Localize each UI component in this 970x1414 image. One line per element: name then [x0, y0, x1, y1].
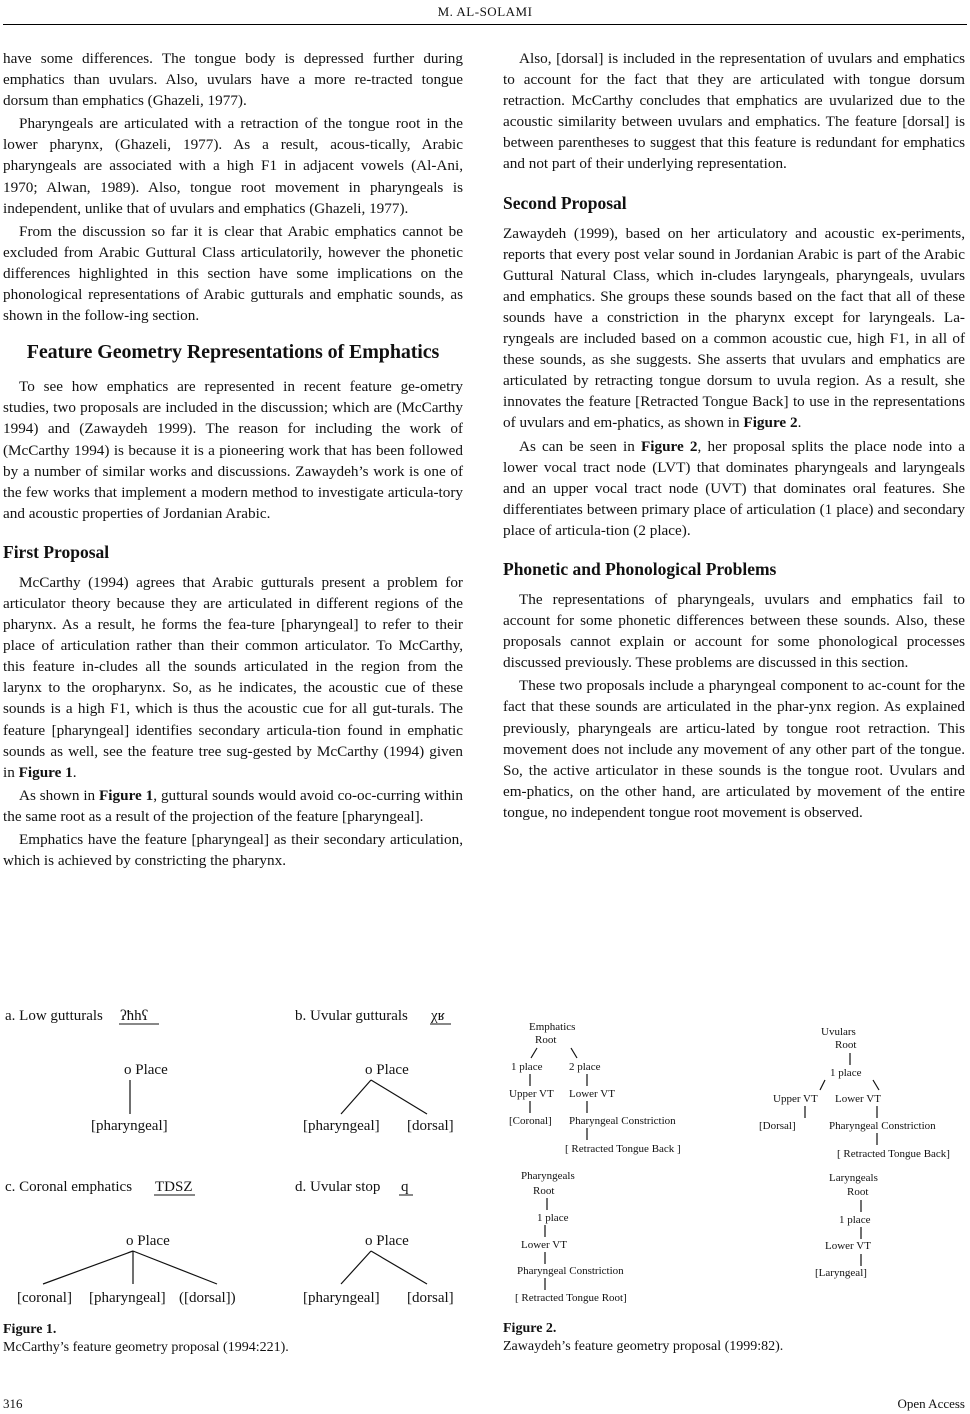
- fig2-uvulars-pc: Pharyngeal Constriction: [829, 1120, 936, 1132]
- fig2-laryngeals-root: Root: [847, 1186, 869, 1198]
- fig1-c-segments: TDSZ: [155, 1179, 193, 1195]
- fig2-emphatics-1place: 1 place: [511, 1061, 543, 1073]
- section-title: Feature Geometry Representations of Emphatics: [26, 341, 440, 364]
- paragraph: Emphatics have the feature [pharyngeal] as their secondary articulation, which is achieved by constricting the pharynx.: [3, 831, 463, 870]
- paragraph: As shown in Figure 1, guttural sounds would avoid co-oc-curring within the same root as a result of the projection of the feature [pharyngeal].: [3, 786, 463, 825]
- fig2-uvulars-dorsal: [Dorsal]: [759, 1120, 796, 1132]
- fig1-d-place: o Place: [365, 1233, 409, 1249]
- fig2-emphatics-lvt: Lower VT: [569, 1088, 615, 1100]
- paragraph: Zawaydeh (1999), based on her articulatory and acoustic ex-periments, reports that every post velar sound in Jordanian Arabic is part of the Arabic Guttural Natural Class, which in-cludes laryngeals, pharyngeals, uvulars and emphatics. She groups these sounds based on the fact that all of these sounds have a constriction in the pharynx except for laryngeals. La-ryngeals are included based on a common acoustic cue, high F1, in all of these sounds, as she suggests. She asserts that uvulars and emphatics are articulated by retracting tongue dorsum to uvula region. As a result, she innovates the feature [Retracted Tongue Back] to use in the representations of uvulars and em-phatics, as shown in Figure 2.: [503, 224, 965, 432]
- fig1-c-label: c. Coronal emphatics: [5, 1179, 133, 1195]
- fig1-c-pharyngeal: [pharyngeal]: [89, 1290, 166, 1306]
- fig2-uvulars-rtb: [ Retracted Tongue Back]: [837, 1148, 950, 1160]
- figure-1-trees: [3, 1000, 463, 1312]
- fig2-pharyngeals-title: Pharyngeals: [521, 1170, 575, 1182]
- paragraph: From the discussion so far it is clear that Arabic emphatics cannot be excluded from Arabic Guttural Class articulatorily, however the phonetic differences highlighted in this section have some implications on the phonological representations of Arabic gutturals and emphatic sounds, as shown in the follow-ing section.: [3, 222, 463, 325]
- fig2-emphatics-pc: Pharyngeal Constriction: [569, 1115, 676, 1127]
- paragraph: These two proposals include a pharyngeal component to ac-count for the fact that these sounds are articulated in the phar-ynx region. As explained previously, pharyngeals are articu-lated by tongue root retraction. This movement does not include any movement of any other part of the tongue. So, the active articulator in these sounds is the tongue root. Uvulars and em-phatics, on the other hand, are articulated by movement of the entire tongue, no independent tongue root movement is observed.: [503, 677, 965, 821]
- page-number: 316: [3, 1396, 23, 1411]
- fig1-c-dorsal: ([dorsal]): [179, 1290, 236, 1306]
- figure-1-caption-text: McCarthy’s feature geometry proposal (1994:221).: [3, 1340, 289, 1355]
- running-head: M. AL-SOLAMI: [437, 4, 533, 19]
- fig1-b-dorsal: [dorsal]: [407, 1118, 454, 1134]
- fig2-pharyngeals-pc: Pharyngeal Constriction: [517, 1265, 624, 1277]
- fig1-a-segments: ʔħhʕ: [120, 1008, 149, 1024]
- fig2-pharyngeals-lvt: Lower VT: [521, 1239, 567, 1251]
- fig1-a-place: o Place: [124, 1062, 168, 1078]
- fig1-d-label: d. Uvular stop: [295, 1179, 381, 1195]
- paragraph: McCarthy (1994) agrees that Arabic gutturals present a problem for articulator theory because they are articulated in different regions of the pharynx. As a result, he forms the fea-ture [pharyngeal] to refer to their place of articulation rather than their common articulator. To McCarthy, this feature in-cludes all the sounds articulated in the region from the larynx to the oropharynx. So, as he indicates, the acoustic cue of these sounds is a high F1, which is thus the acoustic cue for all gut-turals. The feature [pharyngeal] identifies secondary articula-tion found in emphatic sounds as well, see the feature tree sug-gested by McCarthy (1994) given in Figure 1.: [3, 573, 463, 781]
- header-rule: [3, 24, 967, 25]
- fig1-d-segments: q: [401, 1179, 409, 1195]
- paragraph: As can be seen in Figure 2, her proposal splits the place node into a lower vocal tract node (LVT) that dominates pharyngeals and laryngeals and an upper vocal tract node (UVT) that dominates oral features. She differentiates between primary place of articulation (1 place) and secondary place of articula-tion (2 place).: [503, 437, 966, 539]
- fig2-emphatics-rtb: [ Retracted Tongue Back ]: [565, 1143, 681, 1155]
- figure-1: [3, 1000, 463, 1312]
- paragraph: Also, [dorsal] is included in the representation of uvulars and emphatics to account for the fact that they are articulated with tongue dorsum retraction. McCarthy concludes that emphatics are uvularized due to the acoustic similarity between uvulars and emphatics. The feature [dorsal] is between parentheses to suggest that this feature is redundant for emphatics and not part of their underlying representation.: [503, 50, 965, 173]
- fig2-emphatics-title: Emphatics: [529, 1021, 576, 1033]
- fig1-d-pharyngeal: [pharyngeal]: [303, 1290, 380, 1306]
- fig2-uvulars-lvt: Lower VT: [835, 1093, 881, 1105]
- fig2-emphatics-root: Root: [535, 1034, 557, 1046]
- fig1-a-pharyngeal: [pharyngeal]: [91, 1118, 168, 1134]
- fig2-uvulars-1place: 1 place: [830, 1067, 862, 1079]
- fig1-b-place: o Place: [365, 1062, 409, 1078]
- fig2-pharyngeals-rtr: [ Retracted Tongue Root]: [515, 1292, 627, 1304]
- figure-1-caption-label: Figure 1.: [3, 1322, 57, 1337]
- fig2-laryngeals-1place: 1 place: [839, 1214, 871, 1226]
- figure-reference[interactable]: Figure 2: [743, 414, 798, 432]
- fig2-laryngeals-lvt: Lower VT: [825, 1240, 871, 1252]
- figure-2-caption-label: Figure 2.: [503, 1321, 557, 1336]
- figure-reference[interactable]: Figure 2: [641, 437, 698, 455]
- figure-2: [503, 1018, 965, 1310]
- fig2-laryngeals-laryngeal: [Laryngeal]: [815, 1267, 867, 1279]
- fig2-uvulars-title: Uvulars: [821, 1026, 856, 1038]
- paragraph: have some differences. The tongue body is depressed further during emphatics than uvulars. Also, uvulars have a more re-tracted tongue dorsum than emphatics (Ghazeli, 1977).: [3, 50, 463, 110]
- fig1-c-coronal: [coronal]: [17, 1290, 72, 1306]
- fig1-b-label: b. Uvular gutturals: [295, 1008, 408, 1024]
- paragraph: Pharyngeals are articulated with a retraction of the tongue root in the lower pharynx, (Ghazeli, 1977). As a result, acous-tically, Arabic pharyngeals are associated with a high F1 in adjacent vowels (Al-Ani, 1970; Alwan, 1989). Also, tongue root movement in pharyngeals is independent, unlike that of uvulars and emphatics (Ghazeli, 1977).: [3, 115, 463, 217]
- paragraph: The representations of pharyngeals, uvulars and emphatics fail to account for some phonetic differences between these sounds. Also, these proposals cannot explain or account for some phonological processes discussed previously. These problems are discussed in this section.: [503, 590, 965, 672]
- fig2-emphatics-uvt: Upper VT: [509, 1088, 554, 1100]
- fig2-laryngeals-title: Laryngeals: [829, 1172, 878, 1184]
- figure-2-caption-text: Zawaydeh’s feature geometry proposal (1999:82).: [503, 1339, 784, 1354]
- fig1-d-dorsal: [dorsal]: [407, 1290, 454, 1306]
- paragraph: To see how emphatics are represented in recent feature ge-ometry studies, two proposals are included in the discussion; which are (McCarthy 1994) and (Zawaydeh 1999). The reason for including the work of (McCarthy 1994) is because it is a pioneering work that has been followed by a number of similar works and discussions. Zawaydeh’s work is one of the few works that implement a modern method to investigate articula-tory and acoustic properties of Jordanian Arabic.: [3, 378, 463, 522]
- fig1-b-pharyngeal: [pharyngeal]: [303, 1118, 380, 1134]
- fig2-emphatics-2place: 2 place: [569, 1061, 601, 1073]
- right-column: [503, 48, 965, 823]
- left-column: [3, 48, 463, 871]
- fig2-pharyngeals-root: Root: [533, 1185, 555, 1197]
- figure-reference[interactable]: Figure 1: [99, 786, 154, 804]
- fig2-uvulars-uvt: Upper VT: [773, 1093, 818, 1105]
- fig1-a-label: a. Low gutturals: [5, 1008, 103, 1024]
- fig1-b-segments: χʁ: [431, 1008, 445, 1024]
- fig2-emphatics-coronal: [Coronal]: [509, 1115, 552, 1127]
- fig2-uvulars-root: Root: [835, 1039, 857, 1051]
- figure-2-trees: [503, 1018, 965, 1310]
- publisher-label: Open Access: [897, 1396, 965, 1411]
- subsection-title: First Proposal: [3, 541, 110, 562]
- figure-reference[interactable]: Figure 1: [18, 763, 73, 781]
- fig2-pharyngeals-1place: 1 place: [537, 1212, 569, 1224]
- subsection-title: Phonetic and Phonological Problems: [503, 558, 777, 579]
- fig1-c-place: o Place: [126, 1233, 170, 1249]
- subsection-title: Second Proposal: [503, 192, 627, 213]
